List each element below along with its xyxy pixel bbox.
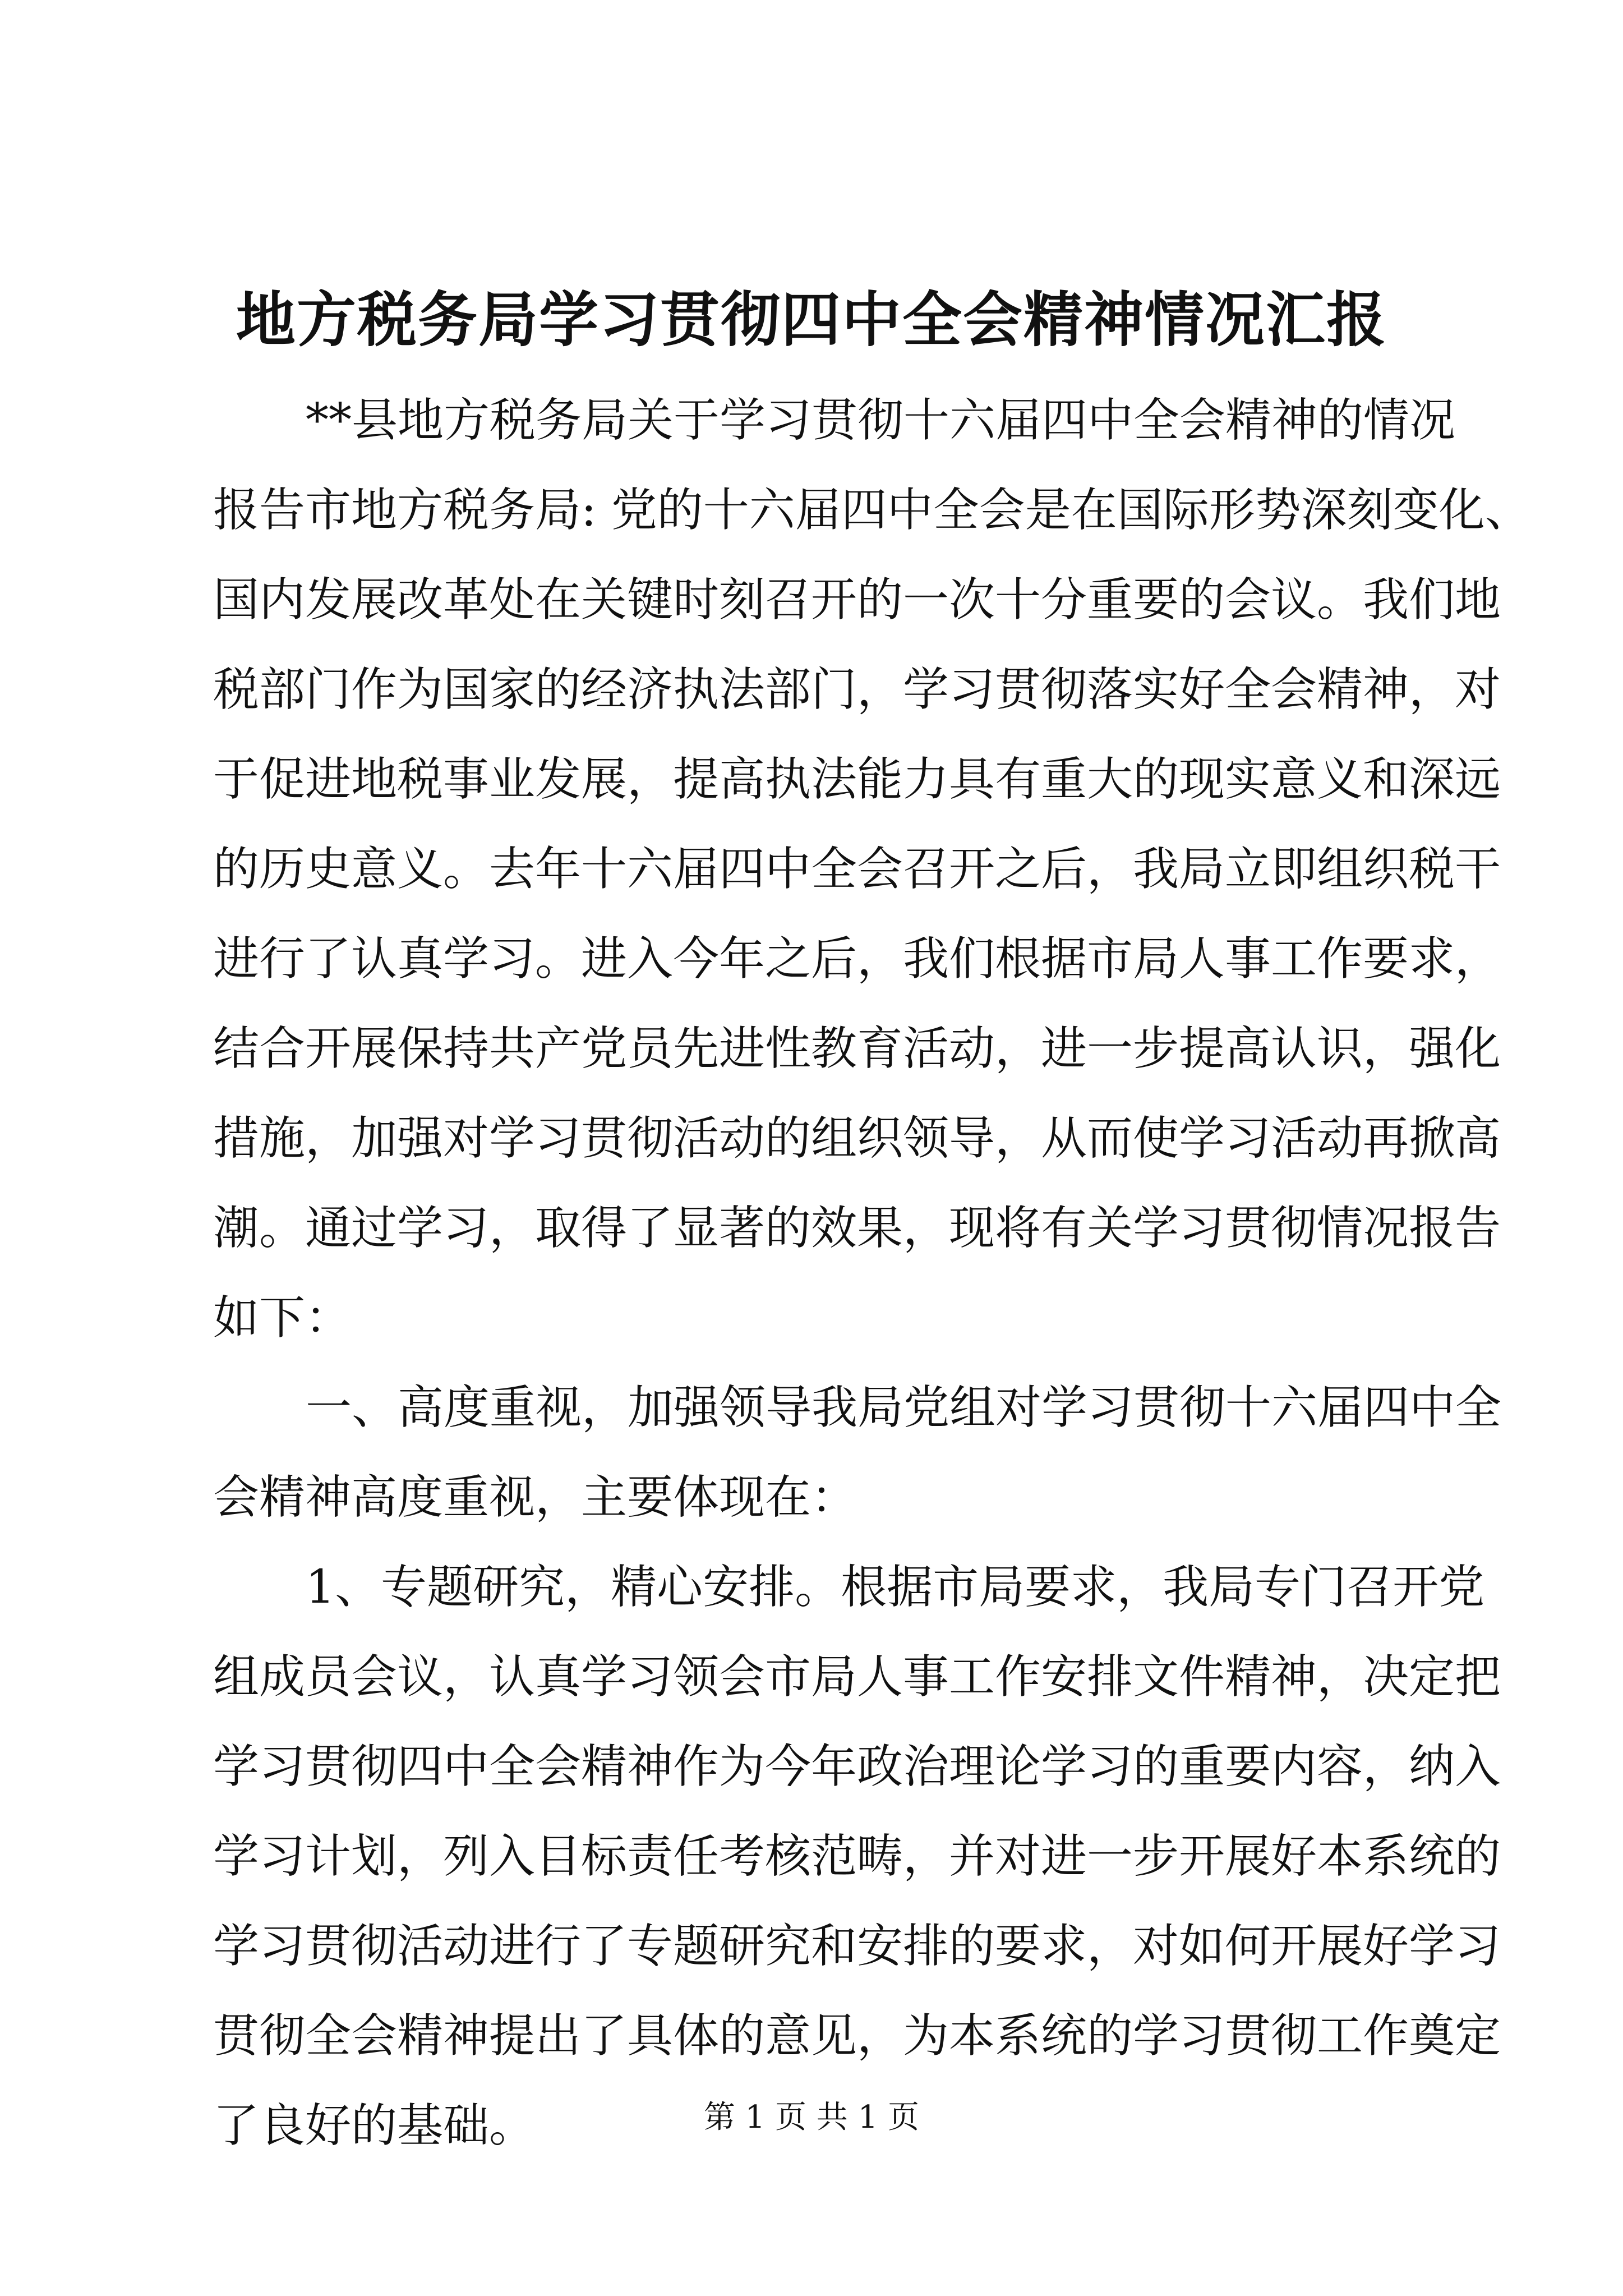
paragraph-line: 学习计划，列入目标责任考核范畴，并对进一步开展好本系统的 [213, 1830, 1501, 1883]
section-heading-line: 一、高度重视，加强领导我局党组对学习贯彻十六届四中全 [306, 1381, 1502, 1434]
section-heading-line: 会精神高度重视，主要体现在： [213, 1471, 857, 1524]
page-footer: 第 1 页 共 1 页 [703, 2099, 920, 2136]
document-title: 地方税务局学习贯彻四中全会精神情况汇报 [236, 284, 1387, 355]
paragraph-line: 的历史意义。去年十六届四中全会召开之后，我局立即组织税干 [213, 843, 1501, 896]
paragraph-line: 1、专题研究，精心安排。根据市局要求，我局专门召开党 [306, 1561, 1485, 1614]
paragraph-line: 如下： [213, 1291, 352, 1345]
paragraph-line: 学习贯彻四中全会精神作为今年政治理论学习的重要内容，纳入 [213, 1740, 1501, 1793]
paragraph-line: 税部门作为国家的经济执法部门，学习贯彻落实好全会精神，对 [213, 663, 1501, 716]
paragraph-line: 组成员会议，认真学习领会市局人事工作安排文件精神，决定把 [213, 1650, 1501, 1704]
paragraph-line: 于促进地税事业发展，提高执法能力具有重大的现实意义和深远 [213, 753, 1501, 806]
paragraph-line: **县地方税务局关于学习贯彻十六届四中全会精神的情况 [306, 394, 1456, 447]
paragraph-line: 学习贯彻活动进行了专题研究和安排的要求，对如何开展好学习 [213, 1920, 1501, 1973]
paragraph-line: 措施，加强对学习贯彻活动的组织领导，从而使学习活动再掀高 [213, 1112, 1501, 1165]
paragraph-line: 国内发展改革处在关键时刻召开的一次十分重要的会议。我们地 [213, 573, 1501, 627]
paragraph-line: 了良好的基础。 [213, 2099, 536, 2152]
paragraph-line: 潮。通过学习，取得了显著的效果，现将有关学习贯彻情况报告 [213, 1202, 1501, 1255]
paragraph-line: 进行了认真学习。进入今年之后，我们根据市局人事工作要求， [213, 932, 1501, 986]
paragraph-line: 报告市地方税务局: 党的十六届四中全会是在国际形势深刻变化、 [213, 484, 1531, 537]
paragraph-line: 结合开展保持共产党员先进性教育活动，进一步提高认识，强化 [213, 1022, 1501, 1075]
paragraph-line: 贯彻全会精神提出了具体的意见，为本系统的学习贯彻工作奠定 [213, 2009, 1501, 2063]
